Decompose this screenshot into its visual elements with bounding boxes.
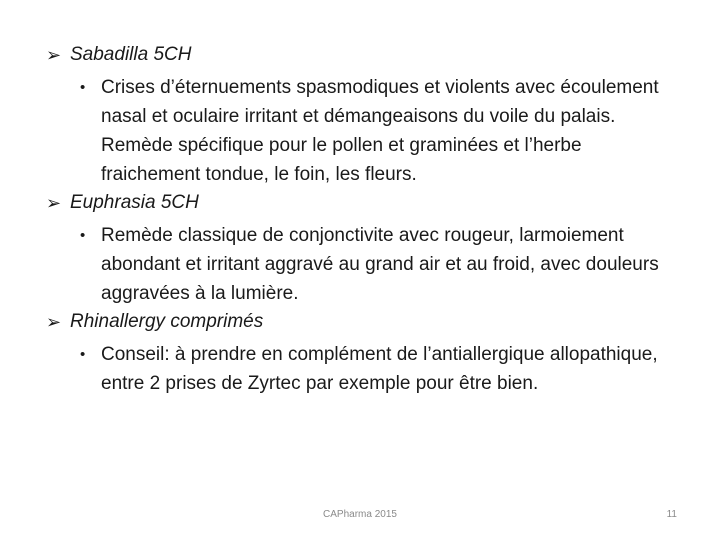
remedy-title-text: Sabadilla 5CH	[70, 44, 192, 65]
remedy-title-text: Rhinallergy comprimés	[70, 311, 264, 332]
remedy-title	[46, 43, 706, 67]
round-bullet-icon: •	[80, 79, 86, 96]
footer-text: CAPharma 2015	[323, 509, 397, 520]
remedy-title-text: Euphrasia 5CH	[70, 192, 199, 213]
page-number: 11	[666, 509, 677, 520]
arrow-bullet-icon: ➢	[46, 45, 62, 65]
remedy-title	[46, 191, 706, 215]
round-bullet-icon: •	[80, 346, 86, 363]
remedy-description-text: Remède classique de conjonctivite avec rougeur, larmoiement abondant et irritant aggravé au grand air et au froid, avec douleurs aggravées à la lumière.	[101, 225, 659, 304]
arrow-bullet-icon: ➢	[46, 193, 62, 213]
remedy-description	[46, 73, 681, 189]
arrow-bullet-icon: ➢	[46, 312, 62, 332]
slide-content	[46, 43, 706, 400]
remedy-description	[46, 340, 681, 398]
round-bullet-icon: •	[80, 227, 86, 244]
remedy-description-text: Conseil: à prendre en complément de l’antiallergique allopathique, entre 2 prises de Zyrtec par exemple pour être bien.	[101, 344, 658, 394]
remedy-title	[46, 310, 706, 334]
remedy-description-text: Crises d’éternuements spasmodiques et violents avec écoulement nasal et oculaire irritant et démangeaisons du voile du palais. Remède spécifique pour le pollen et graminées et l’herbe fraichement tondue, le foin, les fleurs.	[101, 77, 659, 185]
remedy-description	[46, 221, 681, 308]
